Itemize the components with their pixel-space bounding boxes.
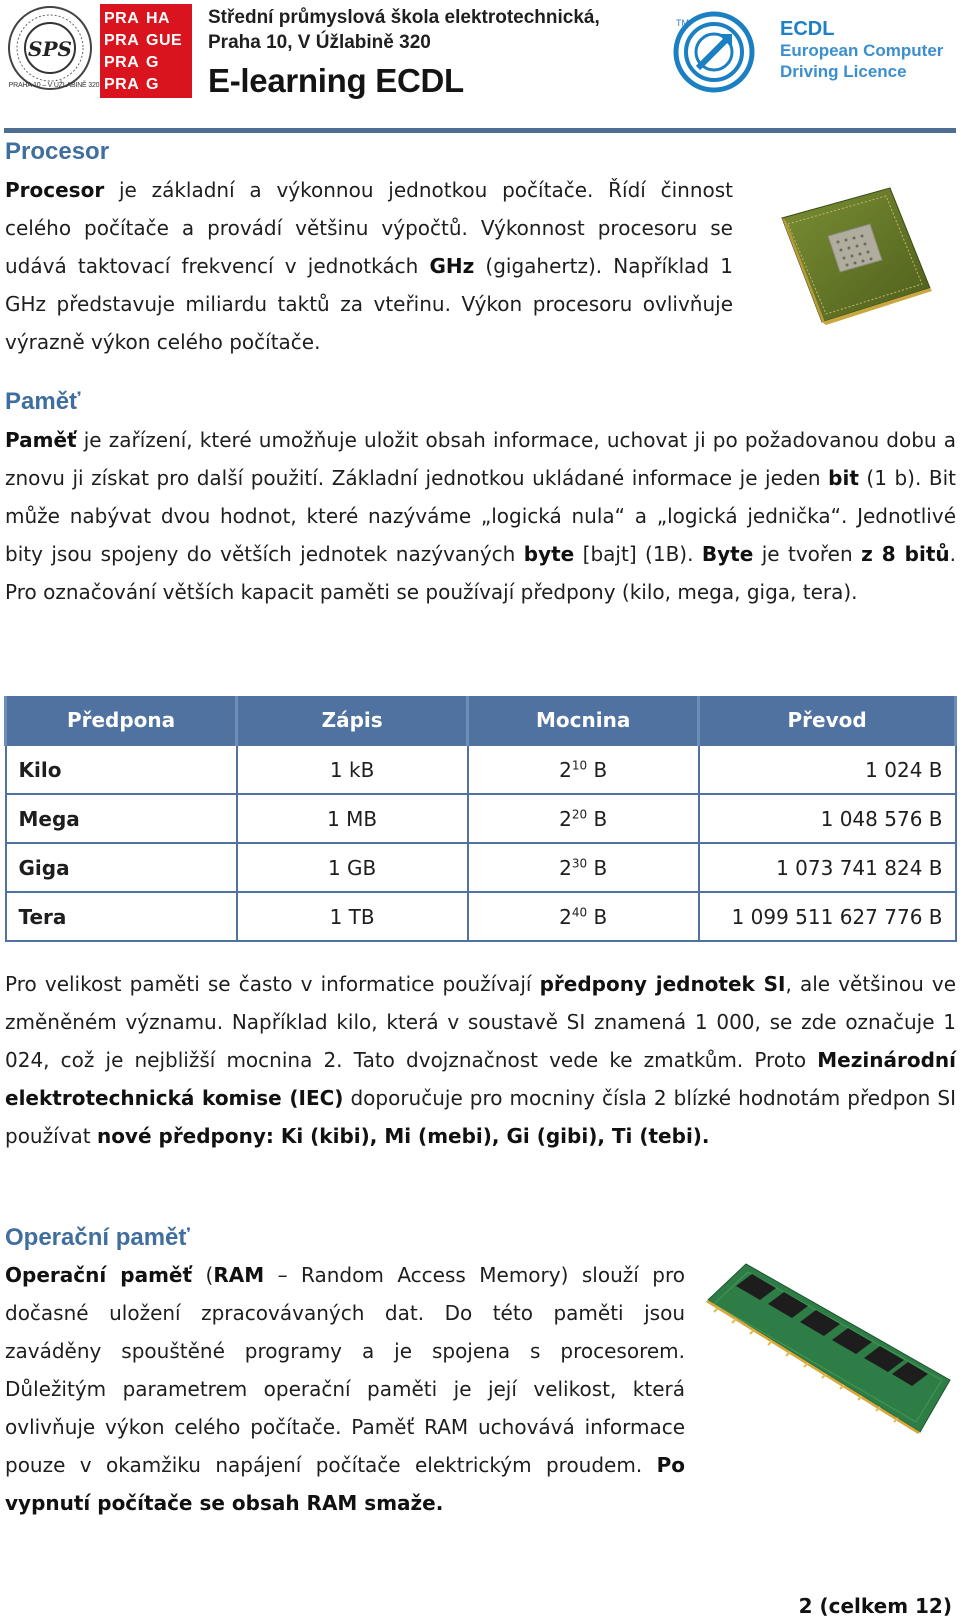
ecdl-line1: European Computer xyxy=(780,41,944,60)
power-base: 2 xyxy=(559,904,572,929)
trademark-mark: TM xyxy=(676,18,689,28)
text-run: je tvořen xyxy=(753,542,862,566)
table-cell-zapis: 1 kB xyxy=(237,745,468,794)
sps-school-logo xyxy=(6,4,94,92)
bold-term: bit xyxy=(828,466,859,490)
cpu-processor-image xyxy=(778,184,934,326)
text-run: [bajt] (1B). xyxy=(574,542,702,566)
page-header xyxy=(0,0,960,132)
prague-logo-text: G xyxy=(146,54,159,71)
bold-term: RAM xyxy=(213,1263,265,1287)
table-row xyxy=(6,892,956,941)
prague-logo-text: G xyxy=(146,76,159,93)
si-prefix-paragraph xyxy=(5,965,956,1155)
prague-logo-text: PRA xyxy=(104,32,140,49)
power-unit: B xyxy=(587,904,608,929)
table-header-cell: Předpona xyxy=(6,696,237,745)
table-row xyxy=(6,745,956,794)
table-cell-prevod: 1 048 576 B xyxy=(699,794,956,843)
bold-term: Byte xyxy=(701,542,754,566)
section-heading-pamet: Paměť xyxy=(5,388,81,415)
school-name xyxy=(208,5,600,55)
header-divider xyxy=(4,128,956,133)
table-row xyxy=(6,843,956,892)
table-header-row xyxy=(6,696,956,745)
bold-term: nové předpony: Ki (kibi), Mi (mebi), Gi (gibi), Ti (tebi). xyxy=(96,1124,710,1148)
text-run: , ale většinou ve změněném významu. Například kilo, která v soustavě SI znamená 1 000, se zde označuje 1 024, což je nejbližší mocnina 2. Tato dvojznačnost vede ke zmatkům. Proto xyxy=(5,972,957,1072)
prague-logo-text: HA xyxy=(146,10,171,27)
power-exponent: 30 xyxy=(571,855,588,870)
school-name-line1: Střední průmyslová škola elektrotechnická, xyxy=(208,7,600,28)
bold-term: Procesor xyxy=(5,178,105,202)
ecdl-line2: Driving Licence xyxy=(780,62,907,81)
pamet-paragraph xyxy=(5,421,956,611)
bold-term: Mezinárodní elektrotechnická komise (IEC) xyxy=(5,1048,956,1110)
power-exponent: 10 xyxy=(571,757,588,772)
text-run: je základní a výkonnou jednotkou počítače. Řídí činnost celého počítače a provádí většinu výpočtů. Výkonnost procesoru se udává taktovací frekvencí v jednotkách xyxy=(5,178,733,278)
logo-caption: PRAHA 10 – V ÚŽLABINĚ 320 xyxy=(8,82,100,89)
table-header-cell: Zápis xyxy=(237,696,468,745)
table-cell-prevod: 1 024 B xyxy=(699,745,956,794)
bold-term: Po vypnutí počítače se obsah RAM smaže. xyxy=(5,1453,685,1515)
text-run: . Pro označování větších kapacit paměti se používají předpony (kilo, mega, giga, tera). xyxy=(5,542,957,604)
table-cell-prefix: Mega xyxy=(6,794,237,843)
bold-term: Paměť xyxy=(5,428,77,452)
prague-logo-text: GUE xyxy=(146,32,183,49)
school-name-line2: Praha 10, V Úžlabině 320 xyxy=(208,32,431,53)
prague-logo-text: PRA xyxy=(104,76,140,93)
course-title: E-learning ECDL xyxy=(208,62,464,99)
bold-term: z 8 bitů xyxy=(861,542,950,566)
prague-logo-text: PRA xyxy=(104,10,140,27)
power-base: 2 xyxy=(559,757,572,782)
table-cell-prefix: Tera xyxy=(6,892,237,941)
text-run: ( xyxy=(192,1263,214,1287)
table-cell-mocnina xyxy=(468,892,699,941)
procesor-paragraph xyxy=(5,171,733,361)
power-base: 2 xyxy=(559,855,572,880)
ram-paragraph xyxy=(5,1256,685,1522)
bold-term: GHz xyxy=(429,254,475,278)
power-exponent: 20 xyxy=(571,806,588,821)
text-run: – Random Access Memory) slouží pro dočasné uložení zpracovávaných dat. Do této paměti jsou zaváděny spouštěné programy a je spojena s procesorem. Důležitým parametrem operační paměti je její velikost, která ovlivňuje výkon celého počítače. Paměť RAM uchovává informace pouze v okamžiku napájení počítače elektrickým proudem. xyxy=(5,1263,685,1477)
table-cell-prefix: Kilo xyxy=(6,745,237,794)
prague-logo-text: PRA xyxy=(104,54,140,71)
text-run: Pro velikost paměti se často v informatice používají xyxy=(5,972,540,996)
text-run: (gigahertz). Například 1 GHz představuje miliardu taktů za vteřinu. Výkon procesoru ovlivňuje výrazně výkon celého počítače. xyxy=(5,254,733,354)
table-cell-prevod: 1 099 511 627 776 B xyxy=(699,892,956,941)
text-run: je zařízení, které umožňuje uložit obsah informace, uchovat ji po požadovanou dobu a znovu ji získat pro další použití. Základní jednotkou ukládané informace je jeden xyxy=(5,428,956,490)
table-cell-mocnina xyxy=(468,794,699,843)
text-run: (1 b). Bit může nabývat dvou hodnot, které nazýváme „logická nula“ a „logická jednička“. Jednotlivé bity jsou spojeny do větších jednotek nazývaných xyxy=(5,466,956,566)
prefix-table xyxy=(4,696,957,942)
page-number: 2 (celkem 12) xyxy=(798,1594,952,1618)
table-row xyxy=(6,794,956,843)
prague-logo xyxy=(100,4,192,98)
power-exponent: 40 xyxy=(571,904,588,919)
power-unit: B xyxy=(587,806,608,831)
table-header-cell: Převod xyxy=(699,696,956,745)
table-cell-zapis: 1 GB xyxy=(237,843,468,892)
table-cell-prevod: 1 073 741 824 B xyxy=(699,843,956,892)
bold-term: Operační paměť xyxy=(5,1263,193,1287)
svg-text:SPS: SPS xyxy=(28,37,72,61)
table-cell-zapis: 1 TB xyxy=(237,892,468,941)
table-cell-zapis: 1 MB xyxy=(237,794,468,843)
ecdl-title: ECDL xyxy=(780,18,835,40)
table-cell-mocnina xyxy=(468,745,699,794)
bold-term: předpony jednotek SI xyxy=(539,972,786,996)
section-heading-procesor: Procesor xyxy=(5,138,110,165)
ram-module-image xyxy=(706,1262,952,1434)
bold-term: byte xyxy=(523,542,575,566)
ecdl-wordmark xyxy=(780,18,943,82)
power-unit: B xyxy=(587,757,608,782)
ecdl-globe-icon xyxy=(672,10,756,94)
table-header-cell: Mocnina xyxy=(468,696,699,745)
table-cell-mocnina xyxy=(468,843,699,892)
power-base: 2 xyxy=(559,806,572,831)
section-heading-ram: Operační paměť xyxy=(5,1224,190,1251)
power-unit: B xyxy=(587,855,608,880)
text-run: doporučuje pro mocniny čísla 2 blízké hodnotám předpon SI používat xyxy=(5,1086,956,1148)
table-cell-prefix: Giga xyxy=(6,843,237,892)
